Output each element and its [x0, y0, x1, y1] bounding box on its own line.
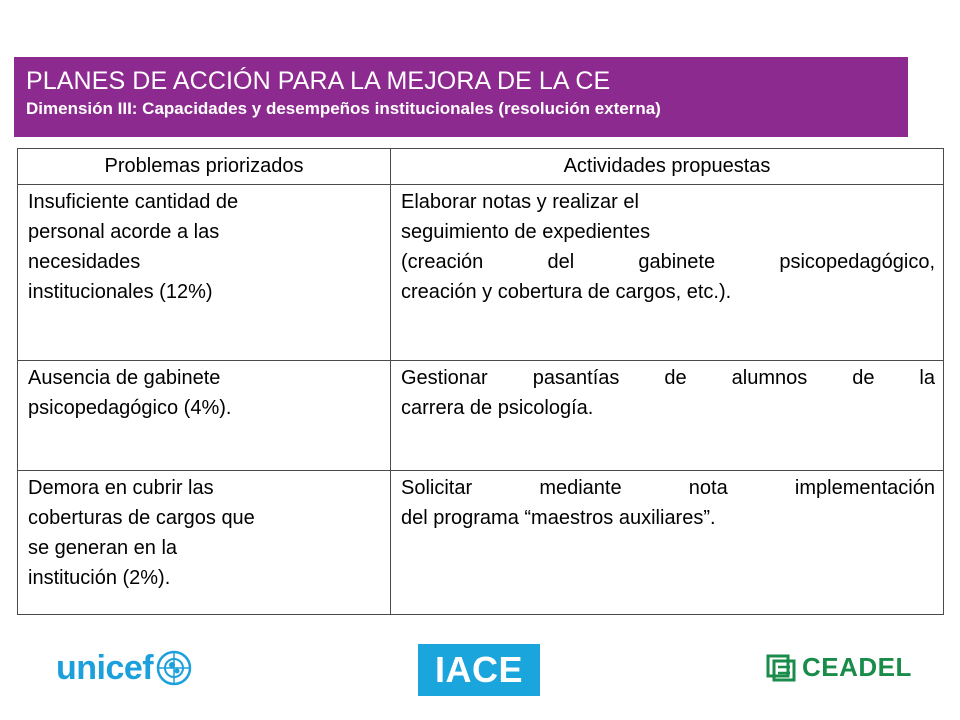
column-header-activities: Actividades propuestas	[391, 149, 944, 185]
activity-text-line: Elaborar notas y realizar el	[401, 191, 639, 213]
activity-text-line: Gestionar pasantías de alumnos de la	[401, 367, 935, 389]
problem-cell	[18, 185, 391, 361]
problem-text-line: institucionales (12%)	[28, 281, 213, 303]
table-row	[18, 185, 944, 361]
problem-text-line: Demora en cubrir las	[28, 477, 214, 499]
action-plan-table	[17, 148, 944, 615]
problem-text-line: necesidades	[28, 251, 141, 273]
problem-text-line: coberturas de cargos que	[28, 507, 255, 529]
unicef-emblem-icon	[155, 649, 193, 687]
title-banner	[14, 57, 908, 137]
iace-logo-text: IACE	[434, 649, 523, 690]
activity-cell	[391, 361, 944, 471]
problem-cell	[18, 361, 391, 471]
activity-cell	[391, 185, 944, 361]
activity-text-line: creación y cobertura de cargos, etc.).	[401, 281, 732, 303]
activity-text-line: carrera de psicología.	[401, 397, 594, 419]
unicef-logo	[56, 646, 193, 690]
problem-text-line: psicopedagógico (4%).	[28, 397, 232, 419]
unicef-logo-text: unicef	[56, 648, 154, 687]
problem-text-line: institución (2%).	[28, 567, 171, 589]
activity-text-line: Solicitar mediante nota implementación	[401, 477, 935, 499]
page-subtitle: Dimensión III: Capacidades y desempeños institucionales (resolución externa)	[26, 99, 661, 118]
problem-text-line: Ausencia de gabinete	[28, 367, 221, 389]
table-row	[18, 361, 944, 471]
activity-cell	[391, 471, 944, 615]
iace-logo	[418, 644, 540, 696]
column-header-problems: Problemas priorizados	[18, 149, 391, 185]
page-title: PLANES DE ACCIÓN PARA LA MEJORA DE LA CE	[26, 67, 611, 95]
footer-logos	[0, 640, 960, 700]
activity-text-line: seguimiento de expedientes	[401, 221, 651, 243]
ceadel-logo	[766, 652, 912, 683]
problem-text-line: se generan en la	[28, 537, 178, 559]
activity-text-line: del programa “maestros auxiliares”.	[401, 507, 716, 529]
table-header-row	[18, 149, 944, 185]
problem-cell	[18, 471, 391, 615]
activity-text-line: (creación del gabinete psicopedagógico,	[401, 251, 935, 273]
problem-text-line: personal acorde a las	[28, 221, 220, 243]
table-row	[18, 471, 944, 615]
ceadel-emblem-icon	[766, 654, 796, 682]
ceadel-logo-text: CEADEL	[802, 652, 912, 682]
problem-text-line: Insuficiente cantidad de	[28, 191, 239, 213]
